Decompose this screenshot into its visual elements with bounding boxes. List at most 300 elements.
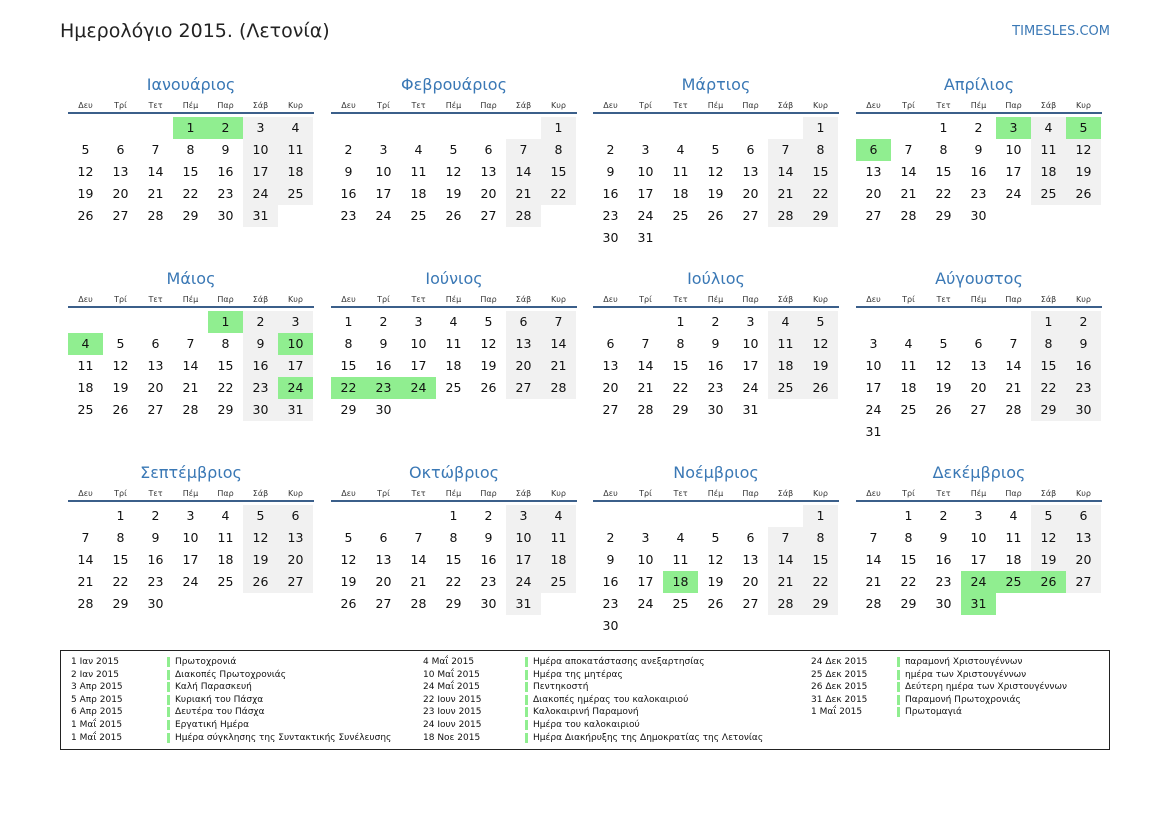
day-cell: 26	[935, 402, 952, 417]
day-cell: 17	[970, 552, 987, 567]
day-cell: 15	[900, 552, 917, 567]
day-cell: 24	[865, 402, 882, 417]
legend-column	[811, 656, 1151, 719]
day-cell: 9	[243, 333, 278, 355]
legend-date: 25 Δεκ 2015	[811, 669, 868, 680]
day-cell: 22	[112, 574, 129, 589]
empty-cell	[331, 505, 366, 527]
page-title: Ημερολόγιο 2015. (Λετονία)	[60, 20, 330, 42]
empty-cell	[366, 505, 401, 527]
day-cell: 7	[541, 311, 576, 333]
weekday-label: Τρί	[114, 295, 127, 304]
day-cell: 20	[602, 380, 619, 395]
legend-holiday-name: Ημέρα της μητέρας	[533, 669, 623, 680]
day-cell: 22	[182, 186, 199, 201]
empty-cell	[698, 117, 733, 139]
day-cell: 23	[707, 380, 724, 395]
month-block	[68, 267, 314, 421]
day-cell: 11	[1031, 139, 1066, 161]
day-cell: 18	[1031, 161, 1066, 183]
empty-cell	[856, 311, 891, 333]
day-cell: 18	[541, 549, 576, 571]
day-cell: 16	[480, 552, 497, 567]
day-cell: 8	[904, 530, 913, 545]
day-cell: 29	[112, 596, 129, 611]
day-cell: 2	[606, 142, 615, 157]
day-cell: 30	[1066, 399, 1101, 421]
weekday-label: Παρ	[217, 489, 234, 498]
weekday-label: Πέμ	[707, 295, 724, 304]
day-cell: 15	[803, 549, 838, 571]
day-cell: 29	[445, 596, 462, 611]
holiday-marker	[525, 720, 528, 730]
holiday-day-cell: 18	[663, 571, 698, 593]
day-cell: 30	[243, 399, 278, 421]
site-link[interactable]: TIMESLES.COM	[1012, 24, 1110, 39]
day-cell: 9	[939, 530, 948, 545]
day-cell: 1	[803, 117, 838, 139]
day-cell: 17	[410, 358, 427, 373]
empty-cell	[961, 311, 996, 333]
legend-holiday-name: Ημέρα αποκατάστασης ανεξαρτησίας	[533, 657, 705, 667]
weekday-label: Κυρ	[813, 489, 828, 498]
weekday-label: Πέμ	[707, 101, 724, 110]
day-cell: 31	[742, 402, 759, 417]
weekday-label: Παρ	[480, 295, 497, 304]
day-cell: 11	[77, 358, 94, 373]
day-cell: 17	[742, 358, 759, 373]
legend-date: 2 Ιαν 2015	[71, 669, 119, 680]
weekday-label: Κυρ	[813, 295, 828, 304]
day-cell: 1	[541, 117, 576, 139]
day-cell: 6	[151, 336, 160, 351]
legend-holiday-name: Πεντηκοστή	[533, 682, 589, 693]
legend-holiday-name: Ημέρα Διακήρυξης της Δημοκρατίας της Λετονίας	[533, 732, 764, 743]
weekday-label: Τρί	[377, 295, 390, 304]
weekday-label: Σάβ	[777, 295, 794, 304]
day-cell: 21	[768, 571, 803, 593]
holiday-day-cell: 4	[68, 333, 103, 355]
day-cell: 17	[1005, 164, 1022, 179]
weekday-label: Πέμ	[970, 295, 987, 304]
empty-cell	[173, 311, 208, 333]
day-cell: 23	[1066, 377, 1101, 399]
day-cell: 5	[803, 311, 838, 333]
legend-item	[71, 706, 411, 719]
day-cell: 17	[637, 186, 654, 201]
holiday-marker	[897, 707, 900, 717]
day-cell: 22	[1031, 377, 1066, 399]
day-cell: 16	[602, 574, 619, 589]
holiday-marker	[525, 707, 528, 717]
legend-item	[423, 732, 763, 745]
month-name: Ιούνιος	[425, 269, 483, 288]
day-cell: 21	[182, 380, 199, 395]
legend-holiday-name: Δευτέρα του Πάσχα	[175, 707, 265, 718]
day-cell: 11	[410, 164, 427, 179]
legend-date: 24 Μαΐ 2015	[423, 682, 480, 693]
day-cell: 10	[970, 530, 987, 545]
empty-cell	[593, 505, 628, 527]
day-cell: 9	[484, 530, 493, 545]
empty-cell	[103, 117, 138, 139]
day-cell: 26	[340, 596, 357, 611]
legend-date: 1 Μαΐ 2015	[71, 719, 123, 730]
legend-holiday-name: Παραμονή Πρωτοχρονιάς	[905, 694, 1021, 705]
day-cell: 27	[742, 596, 759, 611]
day-cell: 2	[379, 314, 388, 329]
holiday-marker	[167, 657, 170, 667]
day-cell: 12	[480, 336, 497, 351]
day-cell: 28	[410, 596, 427, 611]
weekday-label: Σάβ	[515, 295, 532, 304]
day-cell: 14	[77, 552, 94, 567]
day-cell: 17	[278, 355, 313, 377]
day-cell: 12	[243, 527, 278, 549]
day-cell: 3	[746, 314, 755, 329]
day-grid	[593, 311, 839, 421]
weekday-label: Σάβ	[252, 295, 269, 304]
holiday-marker	[525, 733, 528, 743]
day-cell: 2	[243, 311, 278, 333]
day-cell: 13	[742, 552, 759, 567]
day-cell: 26	[1066, 183, 1101, 205]
legend-date: 22 Ιουν 2015	[423, 694, 482, 705]
weekday-label: Δευ	[866, 489, 881, 498]
day-cell: 28	[77, 596, 94, 611]
day-cell: 8	[939, 142, 948, 157]
day-cell: 22	[541, 183, 576, 205]
day-cell: 12	[445, 164, 462, 179]
day-cell: 13	[480, 164, 497, 179]
weekday-label: Σάβ	[777, 101, 794, 110]
weekday-label: Σάβ	[1040, 295, 1057, 304]
empty-cell	[628, 117, 663, 139]
day-cell: 25	[672, 596, 689, 611]
month-block	[331, 73, 577, 227]
day-cell: 12	[77, 164, 94, 179]
day-cell: 25	[445, 380, 462, 395]
day-cell: 10	[410, 336, 427, 351]
legend-holiday-name: Πρωτομαγιά	[905, 707, 962, 718]
month-block	[593, 461, 839, 637]
day-cell: 26	[243, 571, 278, 593]
day-cell: 9	[221, 142, 230, 157]
day-cell: 4	[278, 117, 313, 139]
day-cell: 7	[186, 336, 195, 351]
holiday-day-cell: 1	[173, 117, 208, 139]
weekday-label: Τετ	[936, 101, 951, 110]
day-cell: 8	[449, 530, 458, 545]
day-cell: 10	[1005, 142, 1022, 157]
day-cell: 20	[278, 549, 313, 571]
day-cell: 21	[77, 574, 94, 589]
weekday-label: Τετ	[936, 295, 951, 304]
day-cell: 18	[217, 552, 234, 567]
weekday-label: Τρί	[902, 101, 915, 110]
day-cell: 19	[1031, 549, 1066, 571]
day-cell: 3	[641, 142, 650, 157]
empty-cell	[506, 117, 541, 139]
weekday-label: Σάβ	[515, 489, 532, 498]
day-cell: 3	[278, 311, 313, 333]
empty-cell	[926, 311, 961, 333]
day-cell: 29	[935, 208, 952, 223]
day-cell: 10	[182, 530, 199, 545]
day-cell: 10	[375, 164, 392, 179]
empty-cell	[891, 117, 926, 139]
day-cell: 13	[278, 527, 313, 549]
day-cell: 2	[344, 142, 353, 157]
day-grid	[68, 505, 314, 615]
day-cell: 8	[186, 142, 195, 157]
month-block	[593, 73, 839, 249]
day-cell: 17	[865, 380, 882, 395]
day-cell: 3	[506, 505, 541, 527]
day-cell: 20	[742, 186, 759, 201]
day-cell: 12	[1066, 139, 1101, 161]
empty-cell	[593, 117, 628, 139]
day-cell: 16	[375, 358, 392, 373]
month-name: Ιανουάριος	[146, 75, 236, 94]
weekday-label: Δευ	[603, 295, 618, 304]
day-cell: 10	[637, 552, 654, 567]
day-cell: 16	[970, 164, 987, 179]
day-cell: 2	[974, 120, 983, 135]
day-cell: 16	[147, 552, 164, 567]
day-cell: 6	[484, 142, 493, 157]
month-name: Νοέμβριος	[673, 463, 759, 482]
day-cell: 11	[900, 358, 917, 373]
day-cell: 22	[217, 380, 234, 395]
weekday-label: Δευ	[603, 489, 618, 498]
day-cell: 27	[1066, 571, 1101, 593]
day-cell: 3	[414, 314, 423, 329]
day-cell: 21	[900, 186, 917, 201]
day-cell: 30	[480, 596, 497, 611]
day-cell: 7	[506, 139, 541, 161]
day-cell: 21	[637, 380, 654, 395]
day-cell: 31	[637, 230, 654, 245]
legend-date: 5 Απρ 2015	[71, 694, 123, 705]
weekday-label: Τρί	[377, 489, 390, 498]
weekday-label: Δευ	[78, 489, 93, 498]
day-cell: 26	[445, 208, 462, 223]
day-cell: 31	[278, 399, 313, 421]
day-cell: 1	[904, 508, 913, 523]
day-cell: 27	[970, 402, 987, 417]
day-cell: 6	[746, 142, 755, 157]
holiday-marker	[525, 657, 528, 667]
month-block	[331, 461, 577, 615]
empty-cell	[891, 311, 926, 333]
weekday-header	[68, 99, 314, 114]
day-cell: 2	[151, 508, 160, 523]
legend-item	[811, 669, 1151, 682]
legend-item	[811, 681, 1151, 694]
day-cell: 4	[1009, 508, 1018, 523]
empty-cell	[663, 505, 698, 527]
weekday-label: Κυρ	[551, 295, 566, 304]
day-cell: 30	[602, 230, 619, 245]
month-block	[68, 73, 314, 227]
day-cell: 22	[803, 183, 838, 205]
day-cell: 27	[147, 402, 164, 417]
day-cell: 8	[221, 336, 230, 351]
legend-holiday-name: παραμονή Χριστουγέννων	[905, 657, 1023, 667]
weekday-header	[856, 293, 1102, 308]
day-cell: 18	[410, 186, 427, 201]
day-cell: 26	[803, 377, 838, 399]
legend-date: 1 Μαΐ 2015	[811, 707, 863, 718]
day-cell: 24	[1005, 186, 1022, 201]
day-cell: 1	[116, 508, 125, 523]
day-cell: 19	[480, 358, 497, 373]
legend-date: 1 Μαΐ 2015	[71, 732, 123, 743]
day-cell: 11	[445, 336, 462, 351]
day-cell: 1	[344, 314, 353, 329]
day-cell: 6	[278, 505, 313, 527]
holiday-day-cell: 24	[278, 377, 313, 399]
day-cell: 9	[1066, 333, 1101, 355]
day-cell: 1	[1031, 311, 1066, 333]
day-cell: 3	[974, 508, 983, 523]
weekday-label: Δευ	[866, 101, 881, 110]
day-cell: 14	[900, 164, 917, 179]
holiday-day-cell: 10	[278, 333, 313, 355]
legend-date: 1 Ιαν 2015	[71, 657, 119, 667]
day-cell: 30	[970, 208, 987, 223]
day-cell: 26	[77, 208, 94, 223]
day-cell: 24	[637, 208, 654, 223]
legend-date: 24 Δεκ 2015	[811, 657, 868, 667]
day-cell: 4	[676, 142, 685, 157]
legend-item	[423, 681, 763, 694]
day-cell: 30	[935, 596, 952, 611]
legend-date: 6 Απρ 2015	[71, 707, 123, 718]
day-cell: 14	[637, 358, 654, 373]
day-cell: 19	[77, 186, 94, 201]
day-cell: 19	[243, 549, 278, 571]
day-cell: 5	[1031, 505, 1066, 527]
empty-cell	[733, 505, 768, 527]
day-cell: 22	[803, 571, 838, 593]
holiday-marker	[167, 720, 170, 730]
day-cell: 12	[707, 552, 724, 567]
day-cell: 18	[445, 358, 462, 373]
day-cell: 15	[182, 164, 199, 179]
day-cell: 29	[803, 593, 838, 615]
weekday-header	[331, 293, 577, 308]
day-cell: 27	[480, 208, 497, 223]
weekday-label: Τρί	[639, 101, 652, 110]
day-cell: 8	[1031, 333, 1066, 355]
legend-holiday-name: Ημέρα σύγκλησης της Συντακτικής Συνέλευσης	[175, 732, 392, 743]
weekday-label: Παρ	[742, 295, 759, 304]
day-cell: 28	[768, 593, 803, 615]
day-cell: 5	[711, 530, 720, 545]
day-cell: 3	[186, 508, 195, 523]
day-cell: 9	[711, 336, 720, 351]
empty-cell	[856, 505, 891, 527]
empty-cell	[628, 505, 663, 527]
day-cell: 19	[112, 380, 129, 395]
day-cell: 15	[672, 358, 689, 373]
weekday-label: Σάβ	[252, 101, 269, 110]
day-cell: 14	[768, 549, 803, 571]
empty-cell	[698, 505, 733, 527]
day-cell: 12	[1031, 527, 1066, 549]
day-cell: 5	[81, 142, 90, 157]
day-cell: 9	[974, 142, 983, 157]
day-cell: 29	[1031, 399, 1066, 421]
empty-cell	[366, 117, 401, 139]
day-cell: 16	[935, 552, 952, 567]
weekday-label: Πέμ	[182, 489, 199, 498]
weekday-label: Πέμ	[182, 295, 199, 304]
day-cell: 9	[379, 336, 388, 351]
day-cell: 20	[480, 186, 497, 201]
day-grid	[331, 117, 577, 227]
day-cell: 22	[672, 380, 689, 395]
weekday-label: Τετ	[148, 489, 163, 498]
day-cell: 28	[865, 596, 882, 611]
weekday-header	[593, 293, 839, 308]
weekday-label: Σάβ	[1040, 489, 1057, 498]
day-cell: 17	[243, 161, 278, 183]
month-block	[856, 461, 1102, 615]
weekday-label: Παρ	[480, 101, 497, 110]
holiday-day-cell: 25	[996, 571, 1031, 593]
day-cell: 18	[900, 380, 917, 395]
weekday-label: Κυρ	[1076, 295, 1091, 304]
day-cell: 7	[414, 530, 423, 545]
day-cell: 13	[602, 358, 619, 373]
day-cell: 11	[278, 139, 313, 161]
day-cell: 23	[970, 186, 987, 201]
day-cell: 12	[340, 552, 357, 567]
day-grid	[856, 311, 1102, 443]
legend-holiday-name: Διακοπές ημέρας του καλοκαιριού	[533, 694, 689, 705]
holiday-marker	[897, 670, 900, 680]
holiday-marker	[525, 670, 528, 680]
day-cell: 4	[676, 530, 685, 545]
weekday-header	[68, 293, 314, 308]
day-cell: 29	[803, 205, 838, 227]
holiday-legend	[60, 650, 1110, 750]
day-cell: 5	[484, 314, 493, 329]
weekday-label: Τετ	[411, 295, 426, 304]
day-cell: 17	[375, 186, 392, 201]
holiday-day-cell: 24	[961, 571, 996, 593]
day-cell: 26	[707, 208, 724, 223]
day-grid	[593, 117, 839, 249]
day-cell: 7	[151, 142, 160, 157]
legend-item	[423, 719, 763, 732]
legend-holiday-name: Εργατική Ημέρα	[175, 719, 249, 730]
weekday-label: Τρί	[902, 489, 915, 498]
day-cell: 28	[541, 377, 576, 399]
empty-cell	[401, 117, 436, 139]
day-cell: 29	[340, 402, 357, 417]
legend-item	[423, 669, 763, 682]
day-cell: 28	[506, 205, 541, 227]
legend-date: 24 Ιουν 2015	[423, 719, 482, 730]
holiday-day-cell: 2	[208, 117, 243, 139]
weekday-label: Κυρ	[1076, 101, 1091, 110]
day-cell: 10	[243, 139, 278, 161]
day-cell: 16	[217, 164, 234, 179]
